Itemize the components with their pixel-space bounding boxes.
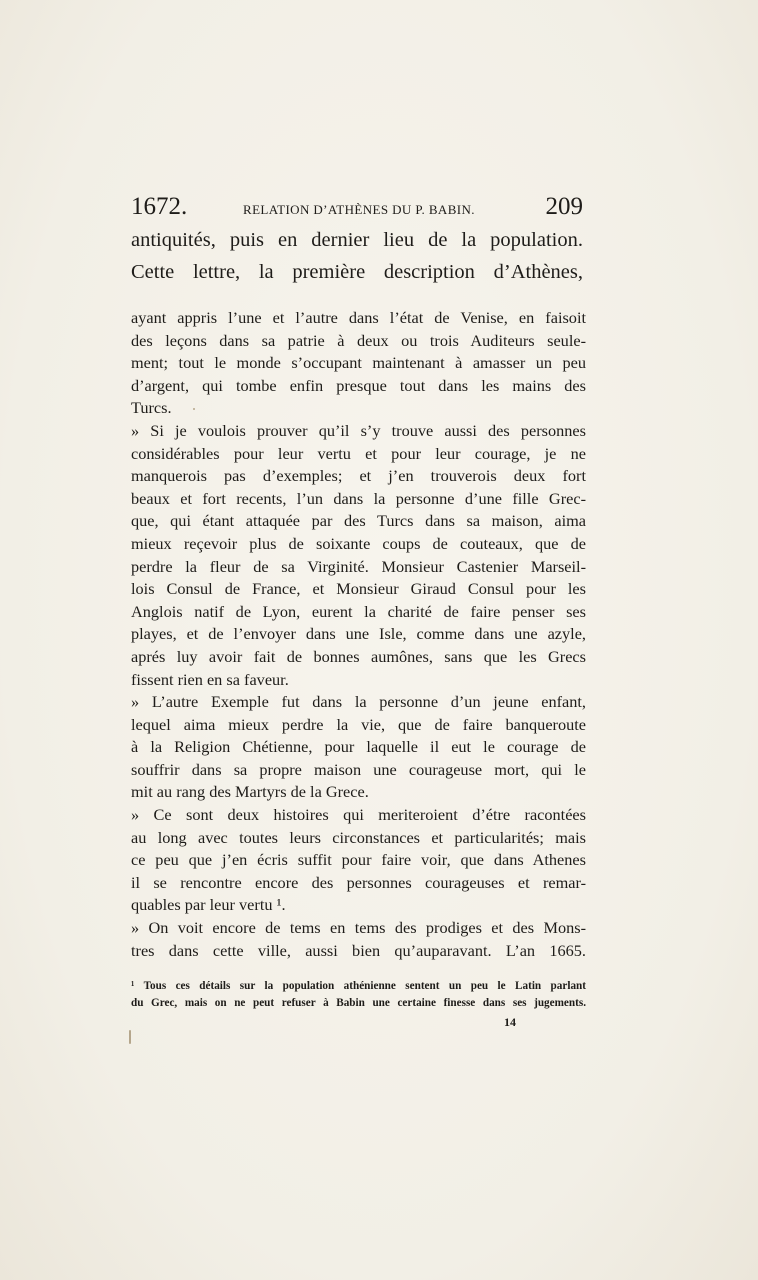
body-line: » On voit encore de tems en tems des prodiges et des Mons- (131, 918, 586, 938)
body-line: fissent rien en sa faveur. (131, 669, 289, 689)
body-line: tres dans cette ville, aussi bien qu’auparavant. L’an 1665. (131, 940, 586, 960)
signature-mark: 14 (504, 1015, 516, 1029)
page-number: 209 (545, 193, 583, 220)
body-line: manquerois pas d’exemples; et j’en trouverois deux fort (131, 466, 586, 486)
body-line: ment; tout le monde s’occupant maintenant à amasser un peu (131, 353, 586, 373)
body-line: au long avec toutes leurs circonstances et particularités; mais (131, 827, 586, 847)
body-line: » L’autre Exemple fut dans la personne d’un jeune enfant, (131, 692, 586, 712)
body-line: ce peu que j’en écris suffit pour faire voir, que dans Athenes (131, 850, 586, 870)
body-text (131, 307, 586, 962)
body-line: mit au rang des Martyrs de la Grece. (131, 782, 369, 802)
header-title: RELATION D’ATHÈNES DU P. BABIN. (243, 202, 475, 217)
body-line: d’argent, qui tombe enfin presque tout dans les mains des (131, 375, 586, 395)
body-line: perdre la fleur de sa Virginité. Monsieur Castenier Marseil- (131, 556, 586, 576)
body-line: à la Religion Chétienne, pour laquelle il eut le courage de (131, 737, 586, 757)
body-line: lequel aima mieux perdre la vie, que de faire banqueroute (131, 714, 586, 734)
body-line: quables par leur vertu ¹. (131, 895, 286, 915)
body-line: que, qui étant attaquée par des Turcs dans sa maison, aima (131, 511, 586, 531)
body-line: des leçons dans sa patrie à deux ou trois Auditeurs seule- (131, 330, 586, 350)
paper-speck (193, 408, 195, 410)
intro-line: antiquités, puis en dernier lieu de la population. (131, 229, 583, 251)
paper-speck (129, 1030, 131, 1044)
intro-text (131, 224, 583, 288)
footnote-line: du Grec, mais on ne peut refuser à Babin une certaine finesse dans ses jugements. (131, 997, 586, 1009)
header-year: 1672. (131, 193, 188, 220)
intro-line: Cette lettre, la première description d’Athènes, (131, 261, 583, 283)
footnote (131, 978, 586, 1012)
body-line: » Ce sont deux histoires qui meriteroient d’étre racontées (131, 805, 586, 825)
body-line: mieux reçevoir plus de soixante coups de couteaux, que de (131, 533, 586, 553)
body-line: lois Consul de France, et Monsieur Giraud Consul pour les (131, 579, 586, 599)
body-line: beaux et fort recents, l’un dans la personne d’une fille Grec- (131, 488, 586, 508)
body-line: Anglois natif de Lyon, eurent la charité de faire penser ses (131, 601, 586, 621)
body-line: souffrir dans sa propre maison une courageuse mort, qui le (131, 759, 586, 779)
body-line: il se rencontre encore des personnes courageuses et remar- (131, 872, 586, 892)
body-line: playes, et de l’envoyer dans une Isle, comme dans une azyle, (131, 624, 586, 644)
body-line: considérables pour leur vertu et pour leur courage, je ne (131, 443, 586, 463)
body-line: aprés luy avoir fait de bonnes aumônes, sans que les Grecs (131, 646, 586, 666)
footnote-line: ¹ Tous ces détails sur la population athénienne sentent un peu le Latin parlant (131, 980, 586, 992)
body-line: » Si je voulois prouver qu’il s’y trouve aussi des personnes (131, 420, 586, 440)
body-line: ayant appris l’une et l’autre dans l’état de Venise, en faisoit (131, 308, 586, 327)
body-line: Turcs. (131, 398, 172, 418)
running-head (131, 193, 583, 227)
